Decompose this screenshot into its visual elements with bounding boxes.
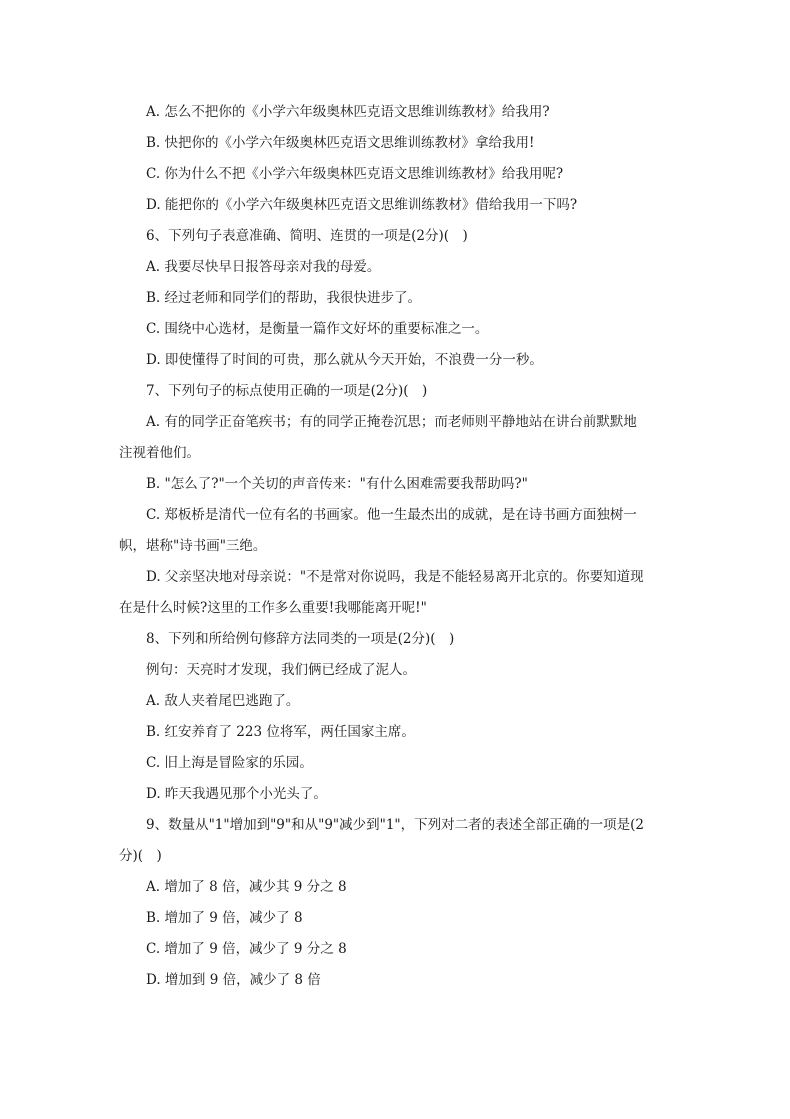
q7-option-d: D. 父亲坚决地对母亲说："不是常对你说吗，我是不能轻易离开北京的。你要知道现	[146, 569, 644, 585]
q9-option-a: A. 增加了 8 倍，减少其 9 分之 8	[146, 879, 347, 895]
document-content	[119, 97, 667, 996]
q6-option-b: B. 经过老师和同学们的帮助，我很快进步了。	[146, 290, 422, 306]
q8-option-d: D. 昨天我遇见那个小光头了。	[146, 786, 327, 802]
q6-option-c: C. 围绕中心选材，是衡量一篇作文好坏的重要标准之一。	[146, 321, 489, 337]
q7-option-a-continued: 注视着他们。	[119, 445, 200, 461]
option-c-line: C. 你为什么不把《小学六年级奥林匹克语文思维训练教材》给我用呢?	[146, 166, 564, 182]
q9-option-b: B. 增加了 9 倍，减少了 8	[146, 910, 303, 926]
question-9-continued: 分)( )	[119, 848, 162, 864]
q7-option-d-continued: 在是什么时候?这里的工作多么重要!我哪能离开呢!"	[119, 600, 427, 616]
question-6: 6、下列句子表意准确、简明、连贯的一项是(2分)( )	[146, 228, 468, 244]
question-8: 8、下列和所给例句修辞方法同类的一项是(2分)( )	[146, 631, 455, 647]
q8-option-a: A. 敌人夹着尾巴逃跑了。	[146, 693, 300, 709]
question-9: 9、数量从"1"增加到"9"和从"9"减少到"1"，下列对二者的表述全部正确的一项是(2	[146, 817, 644, 833]
q8-option-b: B. 红安养育了 223 位将军，两任国家主席。	[146, 724, 415, 740]
q6-option-a: A. 我要尽快早日报答母亲对我的母爱。	[146, 259, 381, 275]
question-7: 7、下列句子的标点使用正确的一项是(2分)( )	[146, 383, 428, 399]
option-b-line: B. 快把你的《小学六年级奥林匹克语文思维训练教材》拿给我用!	[146, 135, 535, 151]
option-d-line: D. 能把你的《小学六年级奥林匹克语文思维训练教材》借给我用一下吗?	[146, 197, 578, 213]
q7-option-b: B. "怎么了?"一个关切的声音传来："有什么困难需要我帮助吗?"	[146, 476, 528, 492]
q9-option-d: D. 增加到 9 倍，减少了 8 倍	[146, 972, 321, 988]
q7-option-a: A. 有的同学正奋笔疾书；有的同学正掩卷沉思；而老师则平静地站在讲台前默默地	[146, 414, 637, 430]
option-a-line: A. 怎么不把你的《小学六年级奥林匹克语文思维训练教材》给我用?	[146, 104, 550, 120]
q9-option-c: C. 增加了 9 倍，减少了 9 分之 8	[146, 941, 347, 957]
q7-option-c-continued: 帜，堪称"诗书画"三绝。	[119, 538, 267, 554]
q8-option-c: C. 旧上海是冒险家的乐园。	[146, 755, 313, 771]
q6-option-d: D. 即使懂得了时间的可贵，那么就从今天开始，不浪费一分一秒。	[146, 352, 543, 368]
q7-option-c: C. 郑板桥是清代一位有名的书画家。他一生最杰出的成就，是在诗书画方面独树一	[146, 507, 637, 523]
q8-example: 例句：天亮时才发现，我们俩已经成了泥人。	[146, 662, 416, 678]
